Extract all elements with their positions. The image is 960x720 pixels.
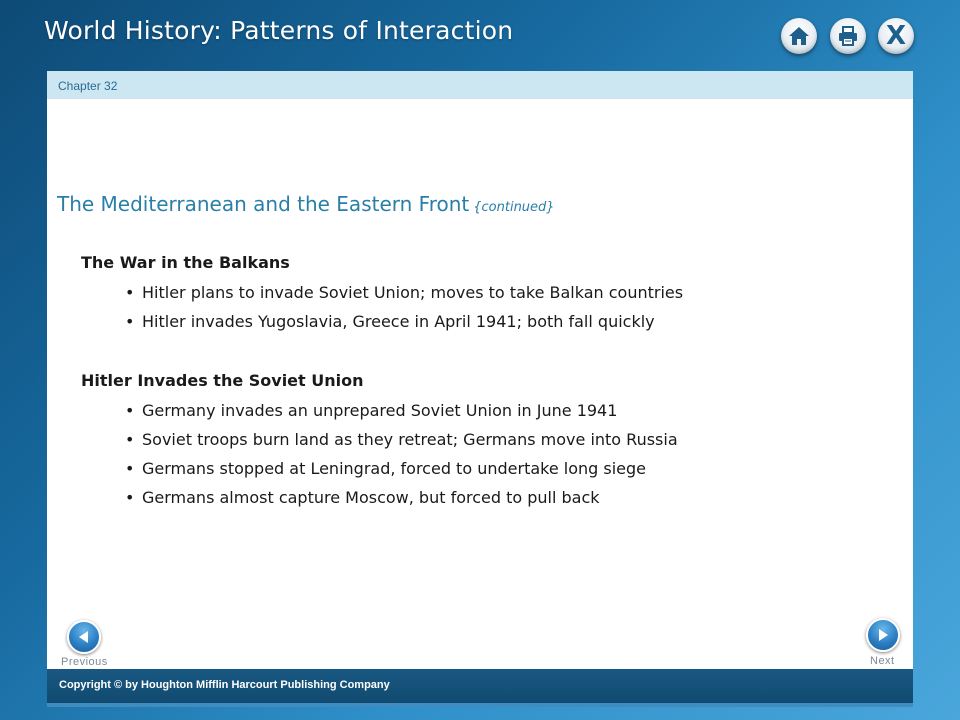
- arrow-right-icon: [876, 628, 890, 642]
- section-title-balkans: The War in the Balkans: [81, 253, 290, 272]
- chapter-label: Chapter 32: [58, 79, 118, 93]
- bullet-item: [125, 459, 646, 478]
- chapter-bar: [47, 71, 913, 99]
- footer-bar: [47, 669, 913, 703]
- next-button[interactable]: [866, 618, 900, 652]
- bullet-text: Germany invades an unprepared Soviet Union in June 1941: [142, 401, 618, 420]
- copyright-text: Copyright © by Houghton Mifflin Harcourt Publishing Company: [59, 679, 390, 691]
- app-title: World History: Patterns of Interaction: [44, 16, 514, 45]
- footer-divider: [47, 703, 913, 707]
- slide-heading: [57, 192, 555, 216]
- bullet-icon: •: [125, 430, 135, 449]
- bullet-item: [125, 312, 655, 331]
- next-label[interactable]: Next: [870, 655, 895, 667]
- slide-panel: [47, 71, 913, 669]
- bullet-icon: •: [125, 312, 135, 331]
- slide-heading-text: The Mediterranean and the Eastern Front: [57, 192, 470, 216]
- previous-label[interactable]: Previous: [61, 656, 108, 668]
- close-icon: X: [885, 21, 907, 51]
- bullet-text: Hitler plans to invade Soviet Union; moves to take Balkan countries: [142, 283, 684, 302]
- bullet-item: [125, 430, 678, 449]
- bullet-text: Hitler invades Yugoslavia, Greece in April 1941; both fall quickly: [142, 312, 655, 331]
- bullet-item: [125, 488, 600, 507]
- print-button[interactable]: [830, 18, 866, 54]
- bullet-text: Germans stopped at Leningrad, forced to undertake long siege: [142, 459, 647, 478]
- bullet-item: [125, 283, 683, 302]
- home-button[interactable]: [781, 18, 817, 54]
- bullet-text: Soviet troops burn land as they retreat; Germans move into Russia: [142, 430, 678, 449]
- bullet-icon: •: [125, 401, 135, 420]
- close-button[interactable]: [878, 18, 914, 54]
- section-title-soviet-union: Hitler Invades the Soviet Union: [81, 371, 364, 390]
- previous-button[interactable]: [67, 620, 101, 654]
- bullet-icon: •: [125, 488, 135, 507]
- bullet-item: [125, 401, 617, 420]
- home-icon: [788, 25, 810, 47]
- slide-heading-suffix: {continued}: [473, 200, 555, 215]
- arrow-left-icon: [77, 630, 91, 644]
- bullet-text: Germans almost capture Moscow, but forced to pull back: [142, 488, 600, 507]
- print-icon: [837, 25, 859, 47]
- bullet-icon: •: [125, 459, 135, 478]
- bullet-icon: •: [125, 283, 135, 302]
